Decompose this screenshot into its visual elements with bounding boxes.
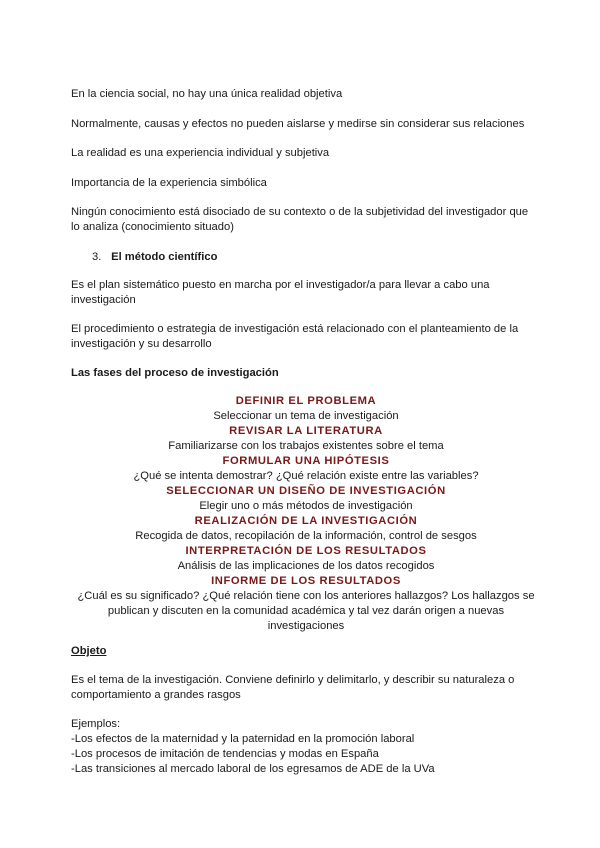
phase-desc: ¿Qué se intenta demostrar? ¿Qué relación existe entre las variables?	[133, 470, 479, 482]
phase-desc: Elegir uno o más métodos de investigación	[199, 500, 413, 512]
phase-title: INFORME DE LOS RESULTADOS	[211, 575, 401, 587]
list-item: -Las transiciones al mercado laboral de los egresamos de ADE de la UVa	[71, 763, 435, 775]
phase-desc: Familiarizarse con los trabajos existentes sobre el tema	[168, 440, 444, 452]
phase-desc: Análisis de las implicaciones de los datos recogidos	[177, 560, 435, 572]
phase-desc: ¿Cuál es su significado? ¿Qué relación tiene con los anteriores hallazgos? Los hallazgos se publican y discuten en la comunidad académica y tal vez darán origen a nuevas investigaciones	[77, 590, 535, 632]
phase-title: FORMULAR UNA HIPÓTESIS	[222, 455, 390, 467]
phase-title: REALIZACIÓN DE LA INVESTIGACIÓN	[194, 515, 418, 527]
phase-desc: Seleccionar un tema de investigación	[213, 410, 399, 422]
ejemplos-block	[71, 717, 541, 777]
phase-title: REVISAR LA LITERATURA	[229, 425, 383, 437]
paragraph-procedimiento: El procedimiento o estrategia de investigación está relacionado con el planteamiento de la investigación y su desarrollo	[71, 323, 519, 350]
paragraph-plan-sistematico: Es el plan sistemático puesto en marcha por el investigador/a para llevar a cabo una investigación	[71, 279, 490, 306]
phases-list	[71, 394, 541, 634]
section-heading-metodo	[92, 250, 217, 265]
phase-title: SELECCIONAR UN DISEÑO DE INVESTIGACIÓN	[166, 485, 446, 497]
section-title: El método científico	[111, 251, 218, 263]
paragraph-experiencia-simbolica: Importancia de la experiencia simbólica	[71, 177, 267, 189]
list-item: -Los procesos de imitación de tendencias y modas en España	[71, 748, 379, 760]
paragraph-objeto: Es el tema de la investigación. Conviene definirlo y delimitarlo, y describir su naturaleza o comportamiento a grandes rasgos	[71, 674, 515, 701]
phase-title: DEFINIR EL PROBLEMA	[235, 395, 377, 407]
paragraph-causas-efectos: Normalmente, causas y efectos no pueden aislarse y medirse sin considerar sus relaciones	[71, 118, 525, 130]
paragraph-realidad-subjetiva: La realidad es una experiencia individual y subjetiva	[71, 147, 330, 159]
fases-heading: Las fases del proceso de investigación	[71, 367, 279, 379]
phase-title: INTERPRETACIÓN DE LOS RESULTADOS	[185, 545, 427, 557]
phase-desc: Recogida de datos, recopilación de la información, control de sesgos	[135, 530, 477, 542]
paragraph-conocimiento-situado: Ningún conocimiento está disociado de su contexto o de la subjetividad del investigador que lo analiza (conocimiento situado)	[71, 206, 529, 233]
list-item: -Los efectos de la maternidad y la paternidad en la promoción laboral	[71, 733, 415, 745]
paragraph-realidad-objetiva: En la ciencia social, no hay una única realidad objetiva	[71, 88, 343, 100]
objeto-heading: Objeto	[71, 645, 107, 657]
section-number: 3.	[92, 251, 102, 263]
ejemplos-label: Ejemplos:	[71, 718, 121, 730]
